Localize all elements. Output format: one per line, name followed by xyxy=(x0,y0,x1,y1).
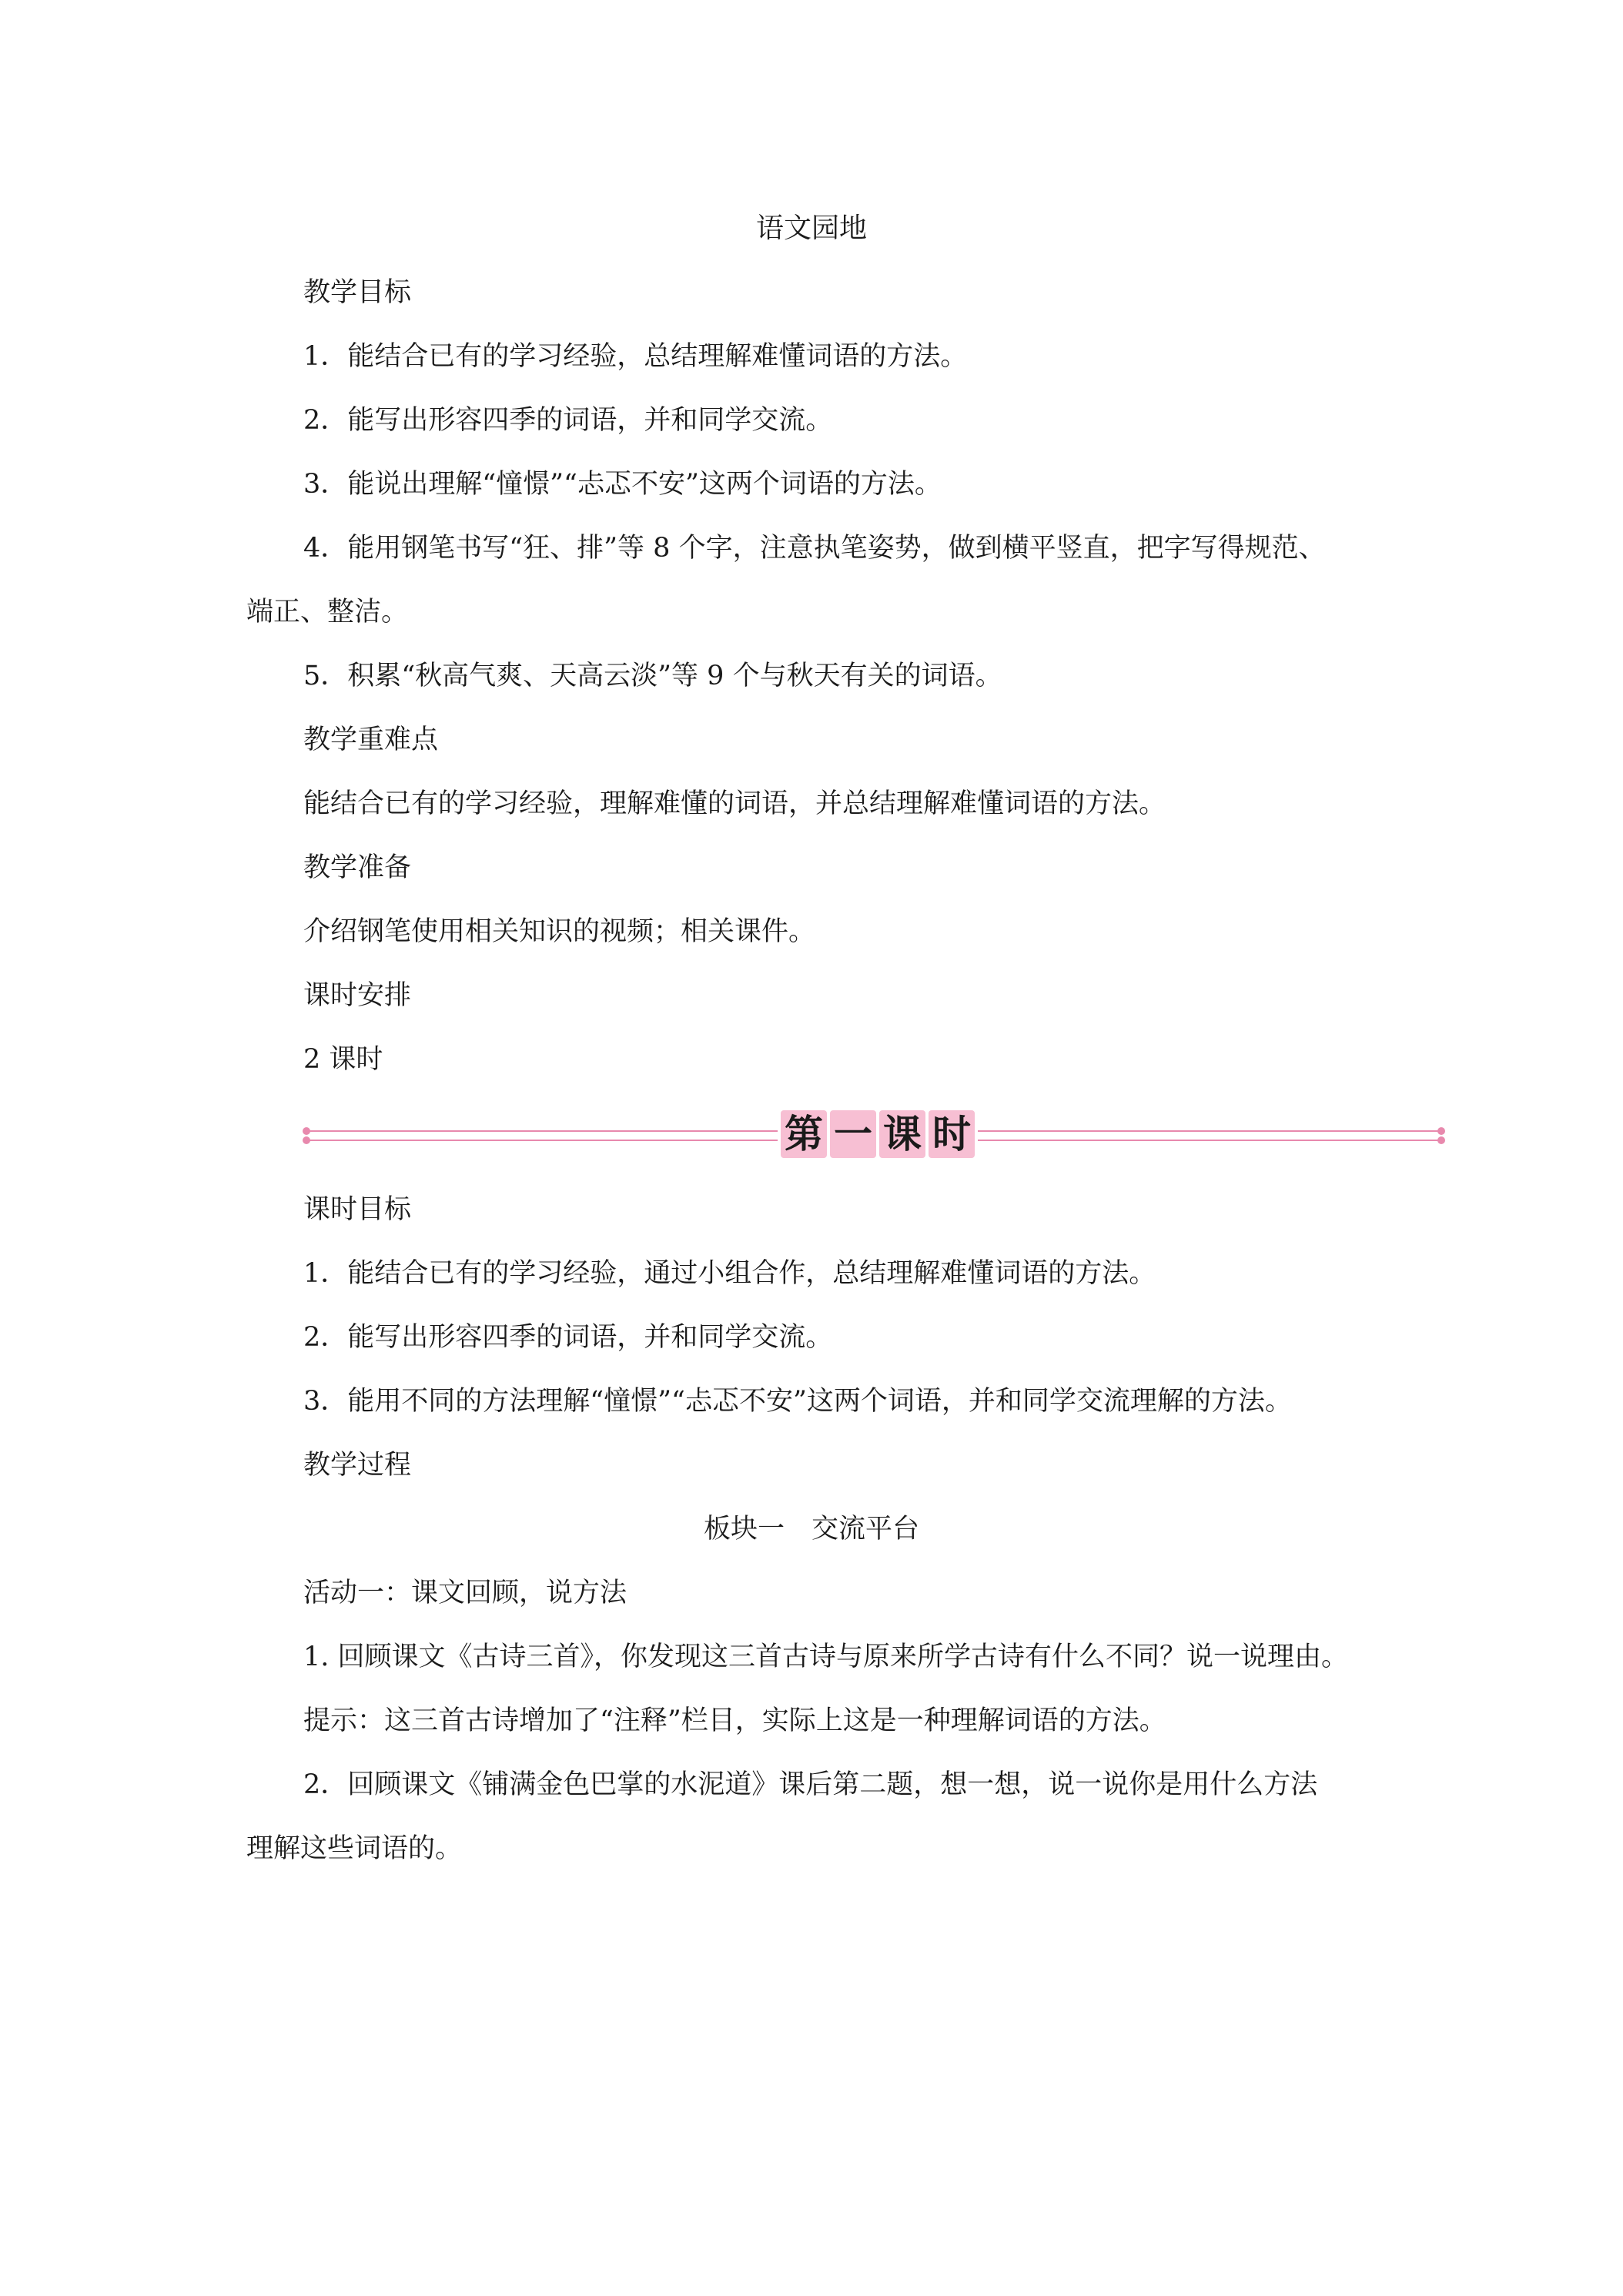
heading-teaching-goals: 教学目标 xyxy=(303,277,412,308)
goal-item: 2．能写出形容四季的词语，并和同学交流。 xyxy=(303,405,833,436)
process-paragraph: 提示：这三首古诗增加了“注释”栏目，实际上这是一种理解词语的方法。 xyxy=(303,1705,1166,1736)
lesson-banner xyxy=(300,1109,1447,1163)
banner-char: 时 xyxy=(929,1110,975,1158)
lesson-goal-item: 2．能写出形容四季的词语，并和同学交流。 xyxy=(303,1322,833,1353)
lesson-banner-title xyxy=(778,1110,978,1158)
banner-dot xyxy=(303,1136,310,1144)
banner-char: 第 xyxy=(781,1110,827,1158)
section-title: 板块一 交流平台 xyxy=(703,1514,919,1545)
lesson-goal-item: 3．能用不同的方法理解“憧憬”“忐忑不安”这两个词语，并和同学交流理解的方法。 xyxy=(303,1386,1292,1417)
schedule-text: 2 课时 xyxy=(303,1044,383,1075)
heading-schedule: 课时安排 xyxy=(303,980,412,1011)
page-title: 语文园地 xyxy=(755,213,867,244)
heading-lesson-goals: 课时目标 xyxy=(303,1194,412,1225)
process-paragraph: 1. 回顾课文《古诗三首》，你发现这三首古诗与原来所学古诗有什么不同？说一说理由。 xyxy=(303,1642,1349,1672)
heading-preparation: 教学准备 xyxy=(303,852,412,883)
preparation-text: 介绍钢笔使用相关知识的视频；相关课件。 xyxy=(303,916,816,947)
lesson-goal-item: 1．能结合已有的学习经验，通过小组合作，总结理解难懂词语的方法。 xyxy=(303,1258,1156,1289)
process-paragraph-continued: 理解这些词语的。 xyxy=(246,1833,463,1864)
goal-item: 3．能说出理解“憧憬”“忐忑不安”这两个词语的方法。 xyxy=(303,469,942,500)
goal-item: 1．能结合已有的学习经验，总结理解难懂词语的方法。 xyxy=(303,341,968,372)
activity-title: 活动一：课文回顾，说方法 xyxy=(303,1578,627,1608)
process-paragraph: 2．回顾课文《铺满金色巴掌的水泥道》课后第二题，想一想，说一说你是用什么方法 xyxy=(303,1769,1318,1800)
key-points-text: 能结合已有的学习经验，理解难懂的词语，并总结理解难懂词语的方法。 xyxy=(303,788,1166,819)
goal-item: 5．积累“秋高气爽、天高云淡”等 9 个与秋天有关的词语。 xyxy=(303,661,1002,691)
banner-dot xyxy=(1437,1136,1445,1144)
banner-dot xyxy=(303,1127,310,1135)
heading-key-points: 教学重难点 xyxy=(303,725,439,755)
banner-char: 课 xyxy=(879,1110,925,1158)
heading-teaching-process: 教学过程 xyxy=(303,1450,412,1481)
goal-item-continued: 端正、整洁。 xyxy=(246,597,409,628)
banner-char: 一 xyxy=(830,1110,876,1158)
banner-dot xyxy=(1437,1127,1445,1135)
goal-item: 4．能用钢笔书写“狂、排”等 8 个字，注意执笔姿势，做到横平竖直，把字写得规范、 xyxy=(303,533,1326,564)
